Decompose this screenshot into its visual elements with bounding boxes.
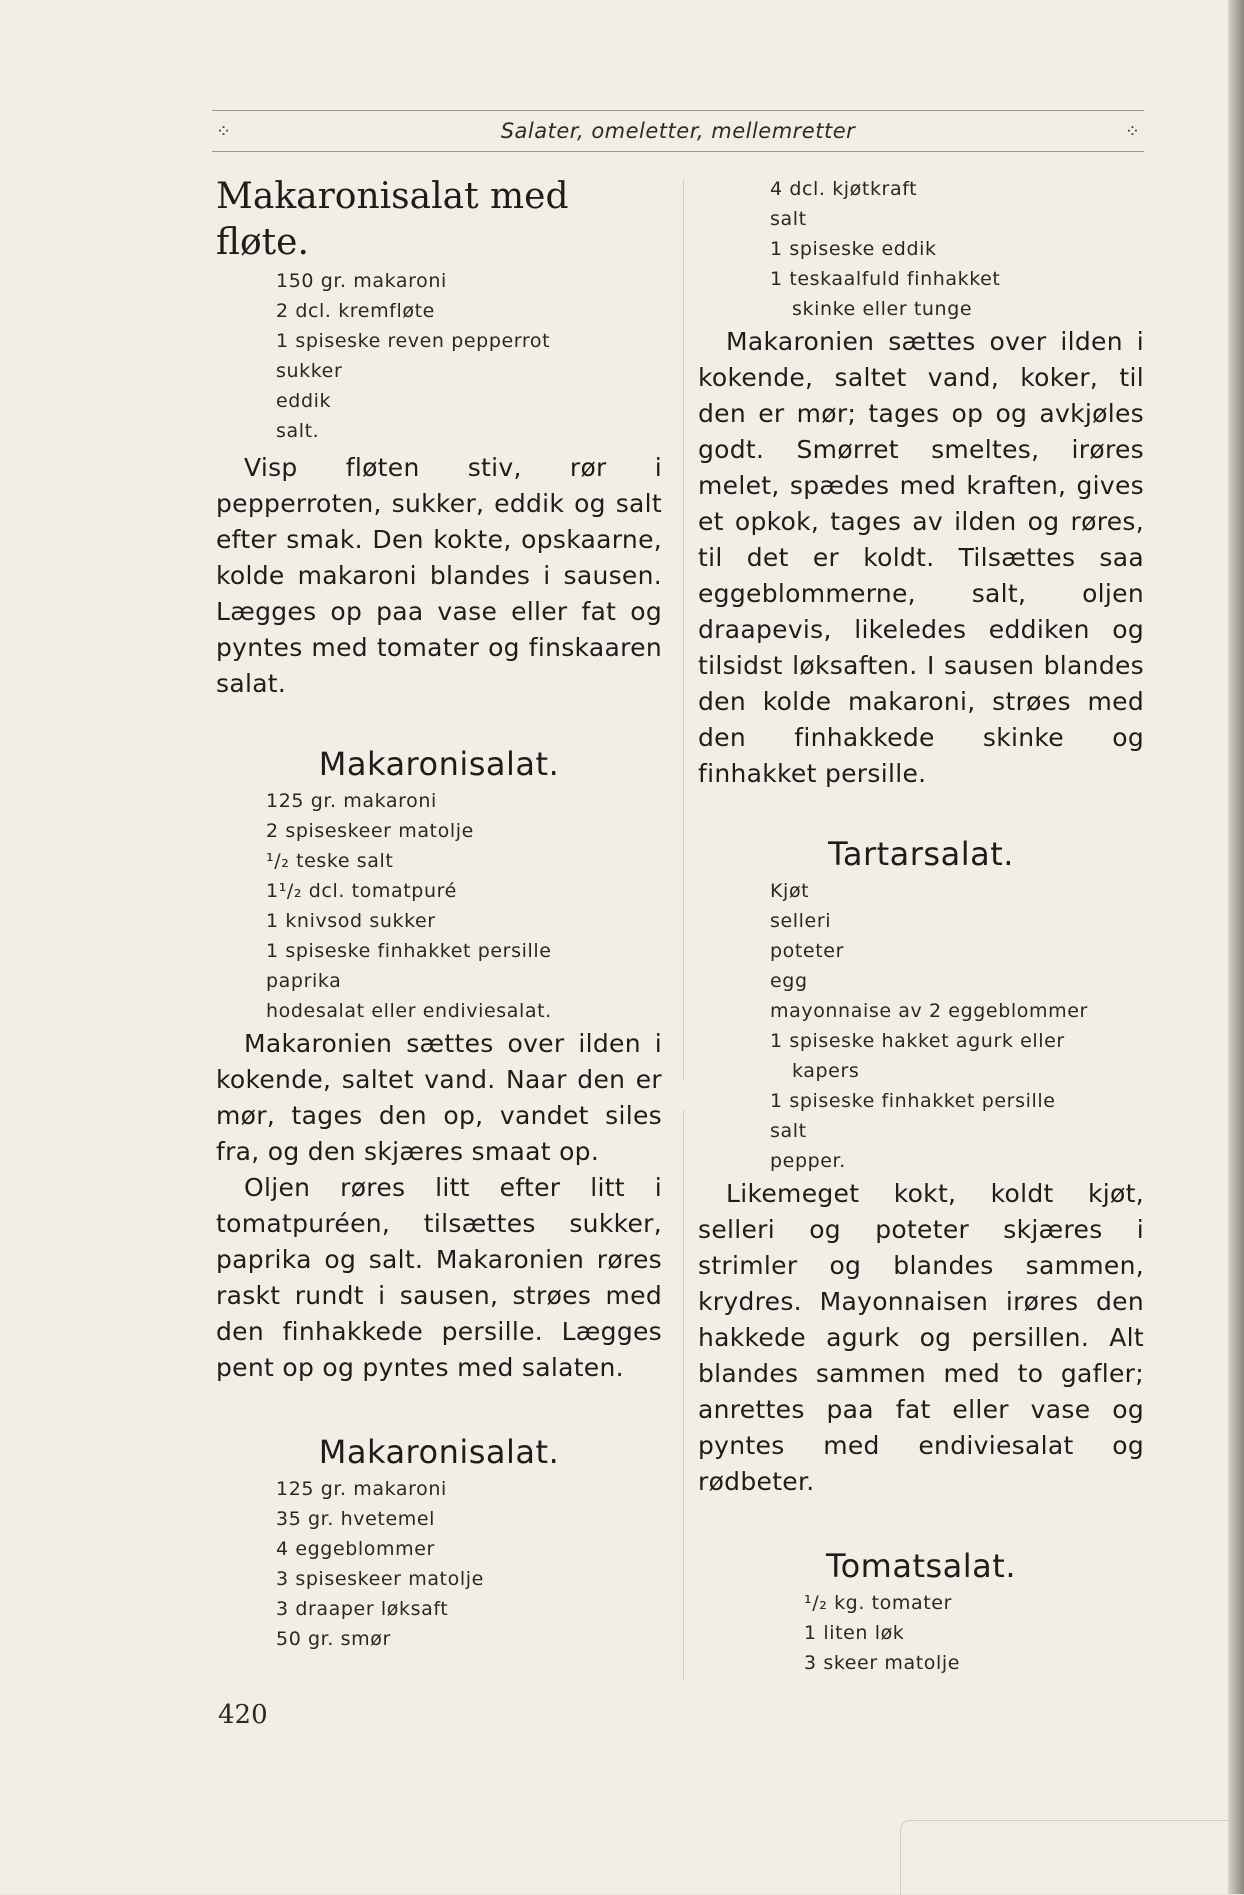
ingredient-item: 150 gr. makaroni	[276, 270, 447, 292]
ingredient-item: pepper.	[770, 1150, 846, 1172]
ingredient-item: skinke eller tunge	[792, 298, 973, 320]
recipe-method: Visp fløten stiv, rør i pepperroten, sukker, eddik og salt efter smak. Den kokte, opskaarne, kolde makaroni blandes i sausen. Lægges op paa vase eller fat og pyntes med tomater og finskaaren salat.	[216, 453, 662, 698]
recipe-title: Makaronisalat.	[318, 1433, 560, 1471]
ingredient-list	[216, 786, 662, 1026]
ingredient-item: 1 liten løk	[804, 1622, 905, 1644]
recipe-title: Tomatsalat.	[825, 1547, 1016, 1585]
ingredient-item: 3 draaper løksaft	[276, 1598, 449, 1620]
ingredient-list	[698, 174, 1144, 324]
page-smudge	[900, 1820, 1231, 1895]
recipe-method: Likemeget kokt, koldt kjøt, selleri og poteter skjæres i strimler og blandes sammen, krydres. Mayonnaisen irøres den hakkede agurk og persillen. Alt blandes sammen med to gafler; anrettes paa fat eller vase og pyntes med endiviesalat og rødbeter.	[698, 1179, 1144, 1496]
ingredient-list	[216, 1474, 662, 1654]
ingredient-item: 1 teskaalfuld finhakket	[770, 268, 1001, 290]
ingredient-item: 1 spiseske hakket agurk eller	[770, 1030, 1065, 1052]
ingredient-item: 3 skeer matolje	[804, 1652, 961, 1674]
recipe-method: Oljen røres litt efter litt i tomatpuréen, tilsættes sukker, paprika og salt. Makaronien røres raskt rundt i sausen, strøes med den finhakkede persille. Lægges pent op og pyntes med salaten.	[216, 1173, 662, 1382]
ornament-icon: ⁘	[1124, 120, 1140, 142]
right-column	[698, 174, 1144, 1678]
ingredient-item: 2 dcl. kremfløte	[276, 300, 435, 322]
ingredient-item: 4 dcl. kjøtkraft	[770, 178, 918, 200]
ornament-icon: ⁘	[216, 120, 232, 142]
recipe-method: Makaronien sættes over ilden i kokende, saltet vand, koker, til den er mør; tages op og avkjøles godt. Smørret smeltes, irøres melet, spædes med kraften, gives et opkok, tages av ilden og røres, til det er koldt. Tilsættes saa eggeblommerne, salt, oljen draapevis, likeledes eddiken og tilsidst løksaften. I sausen blandes den kolde makaroni, strøes med den finhakkede skinke og finhakket persille.	[698, 327, 1144, 788]
ingredient-item: 1 spiseske eddik	[770, 238, 937, 260]
ingredient-item: salt	[770, 1120, 807, 1142]
ingredient-item: salt	[770, 208, 807, 230]
left-column	[216, 174, 662, 1654]
ingredient-item: salt.	[276, 420, 320, 442]
ingredient-item: hodesalat eller endiviesalat.	[266, 1000, 552, 1022]
ingredient-item: egg	[770, 970, 808, 992]
ingredient-item: 125 gr. makaroni	[276, 1478, 447, 1500]
ingredient-item: 35 gr. hvetemel	[276, 1508, 436, 1530]
ingredient-item: 50 gr. smør	[276, 1628, 391, 1650]
ingredient-item: eddik	[276, 390, 332, 412]
ingredient-item: 4 eggeblommer	[276, 1538, 435, 1560]
ingredient-item: 1 knivsod sukker	[266, 910, 436, 932]
ingredient-item: 125 gr. makaroni	[266, 790, 437, 812]
ingredient-item: selleri	[770, 910, 832, 932]
ingredient-item: kapers	[792, 1060, 860, 1082]
running-head	[212, 110, 1144, 152]
running-head-title: Salater, omeletter, mellemretter	[500, 119, 856, 143]
ingredient-item: mayonnaise av 2 eggeblommer	[770, 1000, 1088, 1022]
ingredient-item: 1 spiseske finhakket persille	[266, 940, 552, 962]
page-number: 420	[218, 1700, 268, 1730]
ingredient-list	[216, 266, 662, 446]
ingredient-item: 2 spiseskeer matolje	[266, 820, 474, 842]
ingredient-item: ¹/₂ teske salt	[266, 850, 394, 872]
ingredient-item: sukker	[276, 360, 343, 382]
recipe-title: Makaronisalat.	[318, 745, 560, 783]
ingredient-list	[698, 876, 1144, 1176]
recipe-title: Tartarsalat.	[828, 835, 1014, 873]
ingredient-item: 1 spiseske reven pepperrot	[276, 330, 551, 352]
ingredient-item: poteter	[770, 940, 844, 962]
recipe-title: Makaronisalat med fløte.	[216, 176, 569, 263]
ingredient-item: Kjøt	[770, 880, 810, 902]
page-edge	[1228, 0, 1244, 1894]
ingredient-item: 1¹/₂ dcl. tomatpuré	[266, 880, 457, 902]
ingredient-item: 3 spiseskeer matolje	[276, 1568, 484, 1590]
column-divider	[683, 180, 684, 1680]
recipe-method: Makaronien sættes over ilden i kokende, saltet vand. Naar den er mør, tages den op, vandet siles fra, og den skjæres smaat op.	[216, 1029, 662, 1166]
ingredient-item: ¹/₂ kg. tomater	[804, 1592, 952, 1614]
ingredient-list	[698, 1588, 1144, 1678]
ingredient-item: paprika	[266, 970, 342, 992]
ingredient-item: 1 spiseske finhakket persille	[770, 1090, 1056, 1112]
